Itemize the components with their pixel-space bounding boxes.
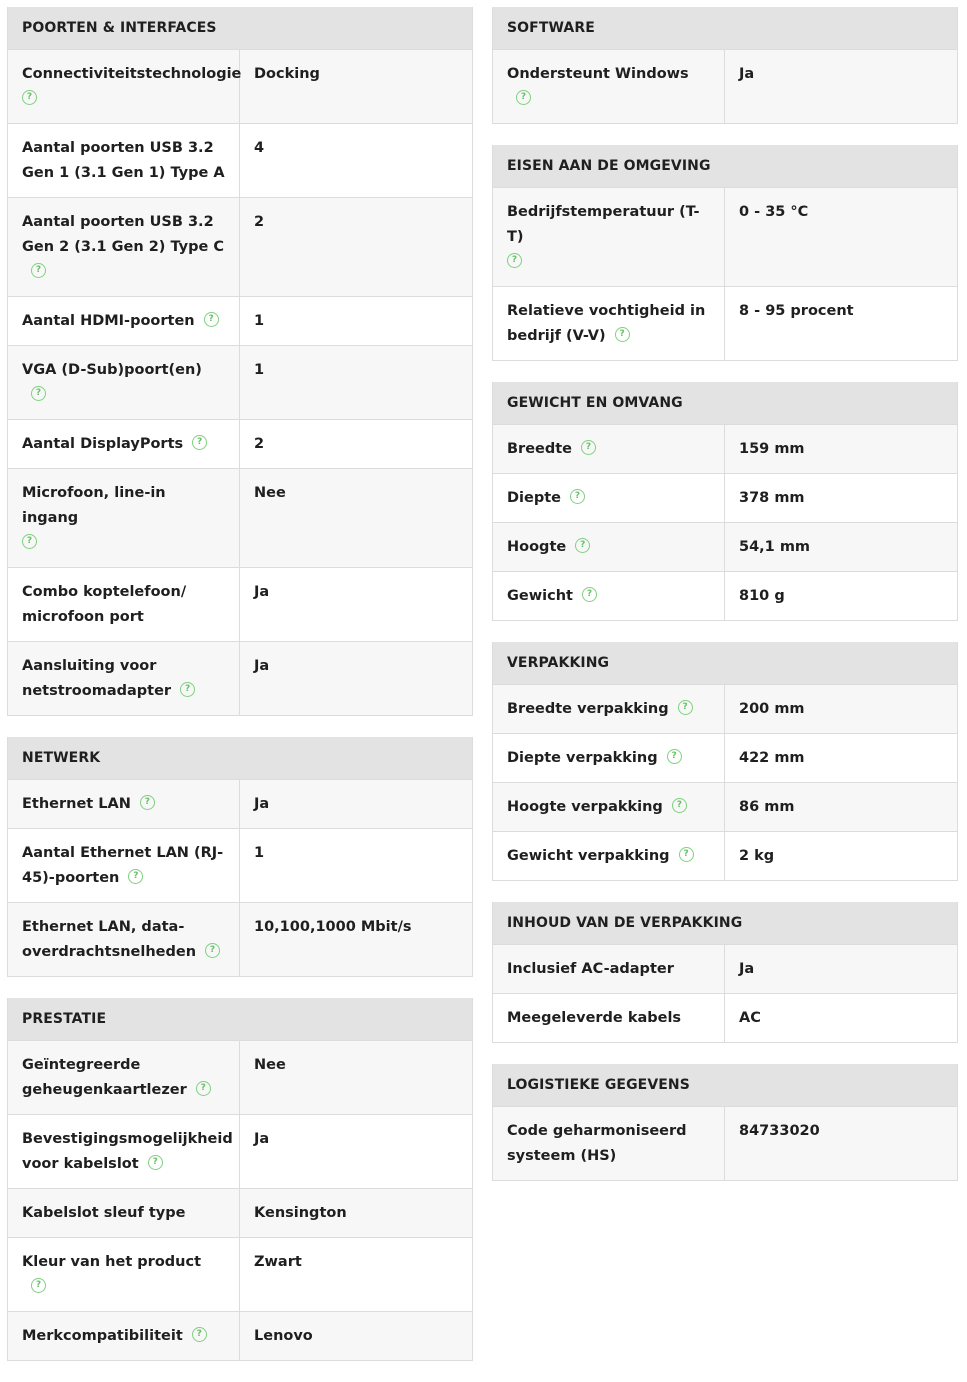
spec-row (493, 782, 957, 831)
help-icon[interactable]: ? (204, 312, 219, 327)
help-icon[interactable]: ? (192, 1327, 207, 1342)
spec-value: 54,1 mm (739, 539, 811, 555)
spec-row (493, 571, 957, 620)
spec-label: Bevestigingsmogelijkheid voor kabelslot ? (8, 1115, 240, 1188)
spec-value: 4 (254, 140, 265, 156)
spec-row (493, 187, 957, 286)
section-title: VERPAKKING (493, 642, 957, 684)
spec-label: Hoogte ? (493, 523, 725, 571)
spec-value: 1 (254, 313, 265, 329)
spec-row (493, 733, 957, 782)
help-icon[interactable]: ? (148, 1155, 163, 1170)
spec-value: 422 mm (739, 750, 805, 766)
spec-label: Aansluiting voor netstroomadapter ? (8, 642, 240, 715)
spec-row (8, 828, 472, 902)
help-icon[interactable]: ? (570, 489, 585, 504)
spec-row (8, 1188, 472, 1237)
spec-value: Ja (739, 66, 755, 82)
help-icon[interactable]: ? (140, 795, 155, 810)
spec-row (8, 641, 472, 715)
section-title: NETWERK (8, 737, 472, 779)
spec-label: Geïntegreerde geheugenkaartlezer ? (8, 1041, 240, 1114)
section-title: GEWICHT EN OMVANG (493, 382, 957, 424)
spec-label: Relatieve vochtigheid in bedrijf (V-V) ? (493, 287, 725, 360)
spec-row (8, 49, 472, 123)
spec-value: Lenovo (254, 1328, 313, 1344)
spec-value: Ja (254, 1131, 270, 1147)
spec-row (493, 944, 957, 993)
section-title: EISEN AAN DE OMGEVING (493, 145, 957, 187)
section-title: LOGISTIEKE GEGEVENS (493, 1064, 957, 1106)
spec-row (8, 1114, 472, 1188)
section-title: POORTEN & INTERFACES (8, 7, 472, 49)
spec-row (8, 468, 472, 567)
spec-row (493, 522, 957, 571)
help-icon[interactable]: ? (192, 435, 207, 450)
spec-row (8, 567, 472, 641)
section-netwerk (7, 737, 473, 977)
spec-row (8, 123, 472, 197)
spec-value: 8 - 95 procent (739, 303, 854, 319)
section-verpakking (492, 642, 958, 881)
spec-row (493, 831, 957, 880)
spec-label: VGA (D-Sub)poort(en)? (8, 346, 240, 419)
spec-label: Combo koptelefoon/ microfoon port (8, 568, 240, 641)
spec-label: Meegeleverde kabels (493, 994, 725, 1042)
spec-row (8, 779, 472, 828)
spec-label: Code geharmoniseerd systeem (HS) (493, 1107, 725, 1180)
spec-row (493, 993, 957, 1042)
spec-value: 86 mm (739, 799, 795, 815)
spec-label: Aantal DisplayPorts ? (8, 420, 240, 468)
help-icon[interactable]: ? (196, 1081, 211, 1096)
spec-label: Bedrijfstemperatuur (T-T) ? (493, 188, 725, 286)
spec-value: 159 mm (739, 441, 805, 457)
section-title: INHOUD VAN DE VERPAKKING (493, 902, 957, 944)
spec-label: Inclusief AC-adapter (493, 945, 725, 993)
spec-label: Merkcompatibiliteit ? (8, 1312, 240, 1360)
help-icon[interactable]: ? (516, 90, 531, 105)
spec-row (8, 1040, 472, 1114)
spec-label: Ethernet LAN, data-overdrachtsnelheden ? (8, 903, 240, 976)
spec-label: Aantal Ethernet LAN (RJ-45)-poorten ? (8, 829, 240, 902)
spec-row (8, 197, 472, 296)
help-icon[interactable]: ? (128, 869, 143, 884)
spec-value: AC (739, 1010, 761, 1026)
spec-label: Breedte verpakking ? (493, 685, 725, 733)
spec-value: Ja (254, 584, 270, 600)
spec-value: Nee (254, 485, 286, 501)
help-icon[interactable]: ? (205, 943, 220, 958)
spec-row (8, 902, 472, 976)
spec-value: 200 mm (739, 701, 805, 717)
spec-value: 2 (254, 214, 265, 230)
section-gewicht-omvang (492, 382, 958, 621)
spec-row (493, 1106, 957, 1180)
spec-value: Ja (254, 658, 270, 674)
spec-label: Microfoon, line-in ingang ? (8, 469, 240, 567)
spec-value: 1 (254, 845, 265, 861)
help-icon[interactable]: ? (507, 253, 522, 268)
spec-label: Aantal poorten USB 3.2 Gen 2 (3.1 Gen 2) Type C? (8, 198, 240, 296)
spec-value: 2 kg (739, 848, 775, 864)
section-title: PRESTATIE (8, 998, 472, 1040)
spec-label: Connectiviteitstechnologie ? (8, 50, 240, 123)
section-inhoud (492, 902, 958, 1043)
spec-value: Ja (739, 961, 755, 977)
spec-label: Gewicht ? (493, 572, 725, 620)
spec-row (8, 419, 472, 468)
spec-label: Ondersteunt Windows? (493, 50, 725, 123)
spec-value: Zwart (254, 1254, 302, 1270)
help-icon[interactable]: ? (31, 263, 46, 278)
section-software (492, 7, 958, 124)
spec-value: 378 mm (739, 490, 805, 506)
right-column (492, 7, 958, 1202)
spec-value: Kensington (254, 1205, 347, 1221)
spec-value: 0 - 35 °C (739, 204, 809, 220)
spec-label: Kleur van het product? (8, 1238, 240, 1311)
help-icon[interactable]: ? (672, 798, 687, 813)
spec-value: 2 (254, 436, 265, 452)
spec-value: 10,100,1000 Mbit/s (254, 919, 412, 935)
help-icon[interactable]: ? (678, 700, 693, 715)
spec-row (493, 286, 957, 360)
help-icon[interactable]: ? (22, 534, 37, 549)
section-title: SOFTWARE (493, 7, 957, 49)
spec-value: 810 g (739, 588, 785, 604)
left-column (7, 7, 473, 1382)
section-omgeving (492, 145, 958, 361)
spec-row (8, 1311, 472, 1360)
spec-label: Hoogte verpakking ? (493, 783, 725, 831)
help-icon[interactable]: ? (582, 587, 597, 602)
help-icon[interactable]: ? (667, 749, 682, 764)
spec-value: 84733020 (739, 1123, 820, 1139)
section-logistiek (492, 1064, 958, 1181)
spec-row (8, 345, 472, 419)
spec-row (493, 49, 957, 123)
spec-value: Ja (254, 796, 270, 812)
spec-row (493, 473, 957, 522)
spec-label: Breedte ? (493, 425, 725, 473)
help-icon[interactable]: ? (615, 327, 630, 342)
spec-row (8, 296, 472, 345)
spec-row (8, 1237, 472, 1311)
spec-row (493, 424, 957, 473)
spec-label: Aantal poorten USB 3.2 Gen 1 (3.1 Gen 1) Type A (8, 124, 240, 197)
help-icon[interactable]: ? (180, 682, 195, 697)
spec-label: Gewicht verpakking ? (493, 832, 725, 880)
help-icon[interactable]: ? (581, 440, 596, 455)
help-icon[interactable]: ? (575, 538, 590, 553)
spec-label: Diepte verpakking ? (493, 734, 725, 782)
section-poorten (7, 7, 473, 716)
help-icon[interactable]: ? (22, 90, 37, 105)
spec-label: Diepte ? (493, 474, 725, 522)
spec-label: Kabelslot sleuf type (8, 1189, 240, 1237)
spec-value: 1 (254, 362, 265, 378)
help-icon[interactable]: ? (31, 1278, 46, 1293)
spec-value: Docking (254, 66, 320, 82)
spec-label: Aantal HDMI-poorten ? (8, 297, 240, 345)
spec-label: Ethernet LAN ? (8, 780, 240, 828)
help-icon[interactable]: ? (31, 386, 46, 401)
spec-value: Nee (254, 1057, 286, 1073)
spec-row (493, 684, 957, 733)
help-icon[interactable]: ? (679, 847, 694, 862)
